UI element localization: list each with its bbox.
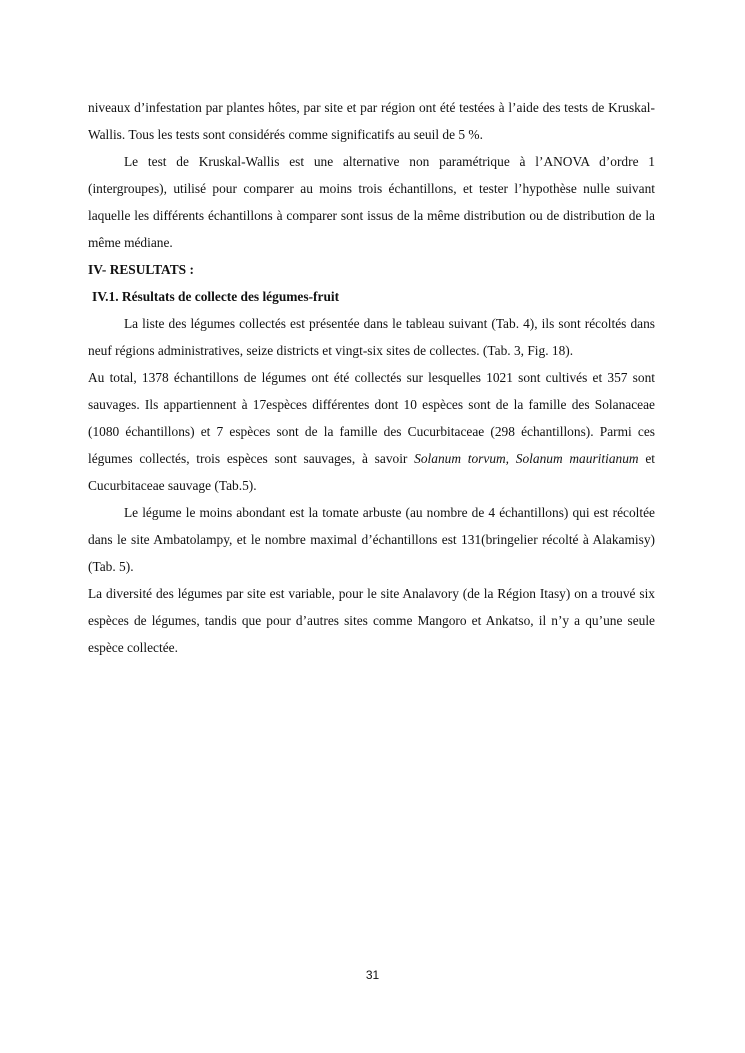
wild-species-italic: Solanum torvum, Solanum mauritianum (414, 451, 639, 466)
section-heading: IV- RESULTATS : (88, 262, 194, 277)
paragraph-diversity: La diversité des légumes par site est variable, pour le site Analavory (de la Région Itasy) on a trouvé six espèces de légumes, tandis que pour d’autres sites comme Mangoro et Ankatso, il n’y a qu’une seule espèce collectée. (88, 586, 655, 655)
paragraph-kruskal-intro: niveaux d’infestation par plantes hôtes, par site et par région ont été testées à l’aide des tests de Kruskal-Wallis. Tous les tests sont considérés comme significatifs au seuil de 5 %. (88, 100, 655, 142)
paragraph-kruskal-definition: Le test de Kruskal-Wallis est une alternative non paramétrique à l’ANOVA d’ordre 1 (intergroupes), utilisé pour comparer au moins trois échantillons, et tester l’hypothèse nulle suivant laquelle les différents échantillons à comparer sont issus de la même distribution ou de distribution de la même médiane. (88, 154, 655, 250)
paragraph-abundance: Le légume le moins abondant est la tomate arbuste (au nombre de 4 échantillons) qui est récoltée dans le site Ambatolampy, et le nombre maximal d’échantillons est 131(bringelier récolté à Alakamisy) (Tab. 5). (88, 505, 655, 574)
paragraph-collection-totals (88, 364, 655, 499)
subsection-heading: IV.1. Résultats de collecte des légumes-fruit (92, 289, 340, 304)
totals-text-a: Au total, 1378 échantillons de légumes ont été collectés sur lesquelles 1021 sont cultivés et 357 sont sauvages. Ils appartiennent à 17espèces différentes dont 10 espèces sont de la famille des Solanaceae (1080 échantillons) et 7 espèces sont de la famille des Cucurbitaceae (298 échantillons). Parmi ces légumes collectés, trois espèces sont sauvages, à savoir (88, 370, 655, 466)
page-number: 31 (365, 968, 380, 982)
totals-text-b: et Cucurbitaceae sauvage (Tab.5). (88, 451, 656, 493)
paragraph-collection-list: La liste des légumes collectés est présentée dans le tableau suivant (Tab. 4), ils sont récoltés dans neuf régions administratives, seize districts et vingt-six sites de collectes. (Tab. 3, Fig. 18). (88, 316, 655, 358)
page-body (88, 94, 655, 661)
